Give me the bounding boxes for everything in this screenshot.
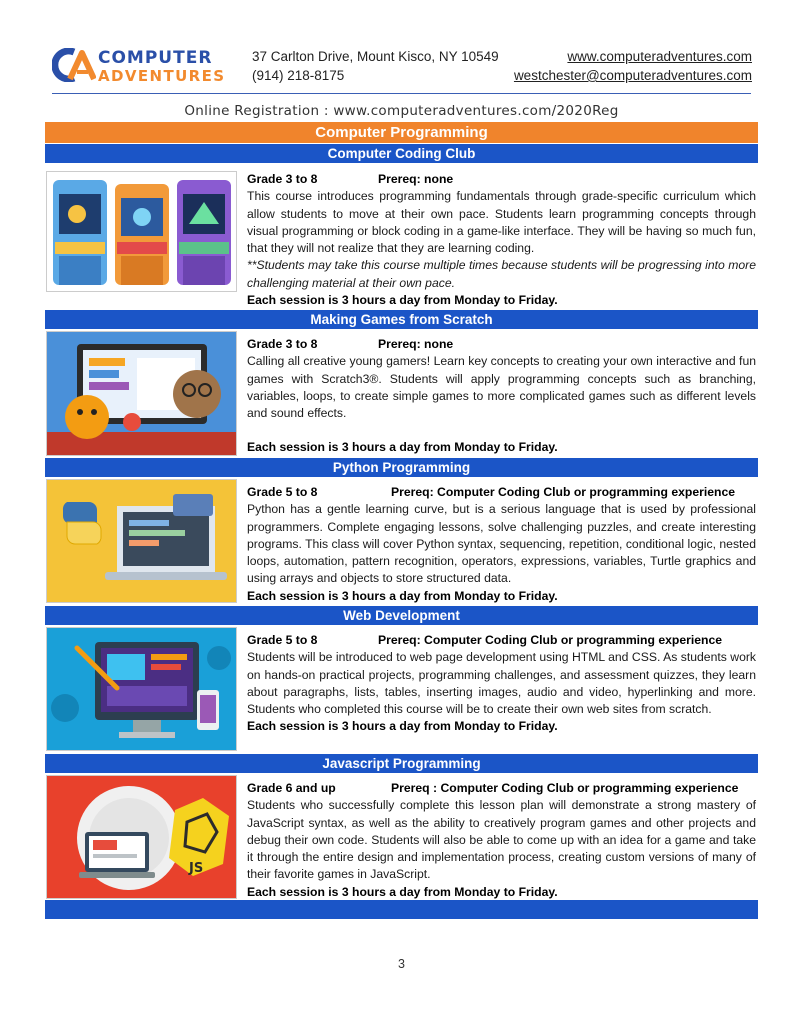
- course-grade: Grade 5 to 8: [247, 633, 318, 647]
- course-grade: Grade 6 and up: [247, 781, 336, 795]
- web-design-monitor-illustration: [46, 627, 237, 751]
- page-header: [52, 44, 752, 92]
- course-prereq: Prereq: Computer Coding Club or programming experience: [391, 485, 736, 499]
- header-divider: [52, 93, 751, 94]
- course-note: **Students may take this course multiple times because students will be progressing into more challenging material at their own pace.: [247, 258, 756, 290]
- course-description: Students will be introduced to web page development using HTML and CSS. As students work on hands-on practical projects, programming challenges, and assessment quizzes, they learn about paragraphs, lists, tables, inserting images, audio and video, hyperlinking and more. Students who completed this course will be to create their own web sites from scratch.: [247, 650, 756, 717]
- course-content-javascript: [247, 780, 756, 901]
- course-session: Each session is 3 hours a day from Monday to Friday.: [247, 884, 558, 899]
- phone-number: (914) 218-8175: [252, 68, 345, 83]
- page-number: 3: [398, 957, 405, 971]
- course-description: This course introduces programming fundamentals through grade-specific curriculum which allow students to move at their own pace. Students learn programming concepts through visual programming or block coding in a game-like interface. They will be having so much fun, that they will not realize that they are learning coding.: [247, 189, 756, 256]
- street-address: 37 Carlton Drive, Mount Kisco, NY 10549: [252, 49, 499, 64]
- course-title-python: Python Programming: [45, 458, 758, 477]
- course-prereq: Prereq : Computer Coding Club or programming experience: [391, 781, 739, 795]
- course-content-web-development: [247, 632, 756, 736]
- course-prereq: Prereq: Computer Coding Club or programming experience: [378, 633, 723, 647]
- course-grade: Grade 3 to 8: [247, 337, 318, 351]
- course-session: Each session is 3 hours a day from Monday to Friday.: [247, 719, 558, 734]
- logo-text-line1: COMPUTER: [98, 48, 213, 68]
- course-grade: Grade 3 to 8: [247, 172, 318, 186]
- course-prereq: Prereq: none: [378, 337, 454, 351]
- course-description: Python has a gentle learning curve, but is a serious language that is used by professional programmers. Complete engaging lessons, solve challenging puzzles, and create interesting programs. This class will cover Python syntax, sequencing, repetition, conditional logic, nested loops, automation, pattern recognition, operators, expressions, variables, Turtle graphics and using arrays and objects to store structured data.: [247, 502, 756, 586]
- course-grade: Grade 5 to 8: [247, 485, 318, 499]
- course-prereq: Prereq: none: [378, 172, 454, 186]
- contact-block: [514, 47, 752, 85]
- course-session: Each session is 3 hours a day from Monday to Friday.: [247, 293, 558, 308]
- course-title-javascript: Javascript Programming: [45, 754, 758, 773]
- email-link[interactable]: westchester@computeradventures.com: [513, 68, 752, 83]
- course-description: Calling all creative young gamers! Learn key concepts to creating your own interactive and fun games with Scratch3®. Students will apply programming concepts such as branching, variables, loops, to create simple games to more complicated games such as different levels and sound effects.: [247, 354, 756, 421]
- course-title-web-development: Web Development: [45, 606, 758, 625]
- address-block: [252, 47, 499, 85]
- logo-mark-icon: [52, 48, 96, 82]
- course-title-scratch: Making Games from Scratch: [45, 310, 758, 329]
- svg-text:JS: JS: [189, 861, 204, 876]
- cartoon-cat-bear-computer-illustration: [46, 331, 237, 456]
- course-title-coding-club: Computer Coding Club: [45, 144, 758, 163]
- main-section-title: Computer Programming: [45, 122, 758, 143]
- arcade-cabinets-illustration: [46, 171, 237, 292]
- company-logo: [52, 48, 242, 88]
- course-session: Each session is 3 hours a day from Monday to Friday.: [247, 440, 558, 455]
- course-content-python: [247, 484, 756, 605]
- javascript-laptop-illustration: [46, 775, 237, 899]
- logo-text-line2: ADVENTURES: [98, 67, 226, 85]
- course-description: Students who successfully complete this lesson plan will demonstrate a strong mastery of JavaScript syntax, as well as the ability to creatively program games and other projects and debug their own code. Students will also be able to come up with an idea for a game and take it through the entire design and implementation process, creating custom versions of many of their favorite games in JavaScript.: [247, 798, 756, 882]
- course-content-scratch: [247, 336, 756, 457]
- course-content-coding-club: [247, 171, 756, 309]
- website-link[interactable]: www.computeradventures.com: [567, 49, 752, 64]
- python-logo-laptop-illustration: [46, 479, 237, 603]
- course-session: Each session is 3 hours a day from Monday to Friday.: [247, 588, 558, 603]
- registration-line: Online Registration : www.computeradventures.com/2020Reg: [184, 103, 619, 119]
- bottom-bar: [45, 900, 758, 919]
